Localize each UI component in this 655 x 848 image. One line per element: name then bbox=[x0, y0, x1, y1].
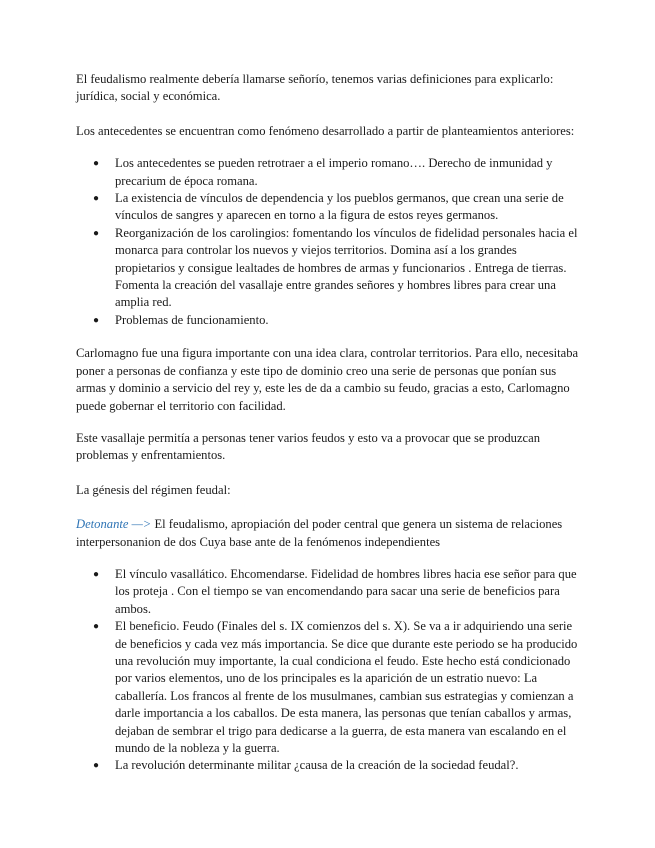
bullet-icon: ● bbox=[93, 568, 100, 580]
list-item-text: Problemas de funcionamiento. bbox=[115, 312, 269, 327]
detonante-label: Detonante —> bbox=[76, 517, 152, 532]
list-item bbox=[93, 155, 579, 190]
list-item bbox=[93, 566, 579, 618]
list-item-text: Los antecedentes se pueden retrotraer a el imperio romano…. Derecho de inmunidad y precarium de época romana. bbox=[115, 156, 553, 188]
detonante-paragraph bbox=[76, 516, 579, 551]
carlomagno-paragraph: Carlomagno fue una figura importante con una idea clara, controlar territorios. Para ello, necesitaba poner a personas de confianza y este tipo de dominio creo una serie de personas que ponían sus armas y dominio a servicio del rey y, este les de da a cambio su feudo, gracias a esto, Carlomagno puede gobernar el territorio con facilidad. bbox=[76, 346, 579, 413]
bullet-icon: ● bbox=[93, 158, 100, 170]
list-item bbox=[93, 225, 579, 312]
list-item bbox=[93, 312, 579, 329]
bullet-icon: ● bbox=[93, 314, 100, 326]
genesis-list bbox=[76, 566, 579, 775]
antecedentes-list bbox=[76, 155, 579, 329]
detonante-text: El feudalismo, apropiación del poder central que genera un sistema de relaciones interpersonanion de dos Cuya base ante de la fenómenos independientes bbox=[76, 517, 563, 549]
genesis-heading: La génesis del régimen feudal: bbox=[76, 482, 231, 497]
list-item-text: El vínculo vasallático. Ehcomendarse. Fidelidad de hombres libres hacia ese señor para que los proteja . Con el tiempo se van encomendando para sacar una serie de beneficios para ambos. bbox=[115, 566, 577, 616]
antecedentes-intro-paragraph: Los antecedentes se encuentran como fenómeno desarrollado a partir de planteamientos anteriores: bbox=[76, 123, 575, 138]
intro-paragraph: El feudalismo realmente debería llamarse señorío, tenemos varias definiciones para explicarlo: jurídica, social y económica. bbox=[76, 72, 554, 104]
list-item bbox=[93, 618, 579, 757]
list-item-text: Reorganización de los carolingios: fomentando los vínculos de fidelidad personales hacia el monarca para controlar los nuevos y viejos territorios. Domina así a los grandes propietarios y consigue lealtades de hombres de armas y funcionarios . Entrega de tierras. Fomenta la creación del vasallaje entre grandes señores y hombres libres para crear una amplia red. bbox=[115, 225, 578, 310]
bullet-icon: ● bbox=[93, 621, 100, 633]
list-item-text: La revolución determinante militar ¿causa de la creación de la sociedad feudal?. bbox=[115, 758, 519, 773]
bullet-icon: ● bbox=[93, 760, 100, 772]
document-page bbox=[76, 71, 579, 791]
bullet-icon: ● bbox=[93, 193, 100, 205]
list-item-text: El beneficio. Feudo (Finales del s. IX comienzos del s. X). Se va a ir adquiriendo una serie de beneficios y cada vez más importancia. Se dice que durante este periodo se ha producido una revolución muy importante, la cual condiciona el feudo. Este hecho está condicionado por varios elementos, uno de los principales es la aparición de un estratio nuevo: La caballería. Los francos al frente de los musulmanes, cambian sus estrategias y comienzan a darle importancia a los caballos. De esta manera, las personas que tenían caballos y armas, dejaban de sembrar el trigo para dedicarse a la guerra, de esta manera van escalando en el mundo de la nobleza y la guerra. bbox=[115, 619, 578, 755]
vasallaje-paragraph: Este vasallaje permitía a personas tener varios feudos y esto va a provocar que se produzcan problemas y enfrentamientos. bbox=[76, 430, 541, 463]
list-item bbox=[93, 190, 579, 225]
list-item-text: La existencia de vínculos de dependencia y los pueblos germanos, que crean una serie de vínculos de sangres y aparecen en torno a la figura de estos reyes germanos. bbox=[115, 191, 564, 223]
bullet-icon: ● bbox=[93, 227, 100, 239]
list-item bbox=[93, 757, 579, 774]
